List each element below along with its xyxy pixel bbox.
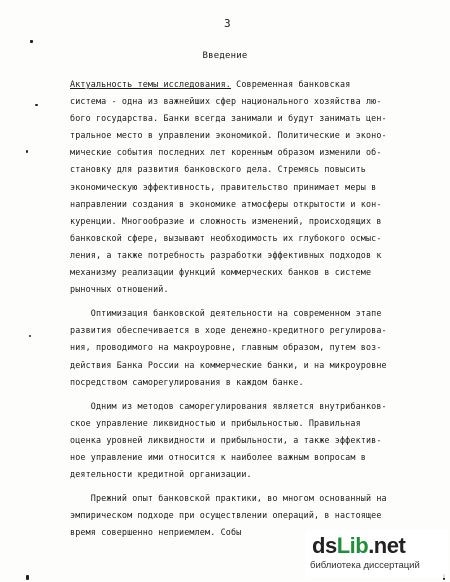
text-line: механизму реализации функций коммерческих банков в системе [70,267,372,278]
paragraph [70,398,430,483]
text-line: ное управление ими относится к наиболее важным вопросам в [70,451,366,462]
text-line: оценка уровней ликвидности и прибыльности, а также эффектив- [70,434,382,445]
text-line: ния, проводимого на макроуровне, главным образом, путем воз- [70,342,382,353]
watermark-tagline: библиотека диссертаций [310,560,420,571]
text-line: Прежний опыт банковской практики, во многом основанный на [70,493,387,504]
text-line: действия Банка России на коммерческие банки, и на микроуровне [70,359,387,370]
watermark [306,530,448,578]
text-line: становку для развития банковского дела. Стремясь повысить [70,164,366,175]
paragraph [70,305,430,390]
paragraph [70,76,430,298]
text-line: рыночных отношений. [70,284,169,295]
scan-artifact [30,40,33,43]
text-line: Одним из методов саморегулирования является внутрибанков- [70,400,387,411]
text-line: система - одна из важнейших сфер национального хозяйства лю- [70,96,382,107]
text-line: развития обеспечивается в ходе денежно-кредитного регулирова- [70,325,387,336]
text-line: направлении создания в экономике атмосферы открытости и кон- [70,198,382,209]
text-line: тральное место в управлении экономикой. Политические и эконо- [70,130,387,141]
page-title: Введение [202,51,248,61]
text-line: куренции. Многообразие и сложность изменений, происходящих в [70,215,382,226]
text-line: ления, а также потребность разработки эффективных подходов к [70,249,382,260]
text-line: мические события последних лет коренным образом изменили об- [70,147,382,158]
lead-phrase: Актуальность темы исследования. [70,79,231,89]
scan-artifact [26,150,28,153]
body-text [70,76,430,541]
text-line: эмпирическом подходе при осуществлении операций, в настоящее [70,510,382,521]
text-line: деятельности кредитной организации. [70,469,252,480]
scan-artifact [29,335,31,337]
text-line: бого государства. Банки всегда занимали и будут занимать цен- [70,113,387,124]
text-line: экономическую эффективность, правительство принимает меры в [70,181,377,192]
scan-artifact [26,575,29,580]
page-number: 3 [224,17,231,30]
text-line: Оптимизация банковской деятельности на современном этапе [70,308,382,319]
text-line: ское управление ликвидностью и прибыльностью. Правильная [70,417,361,428]
scan-artifact [35,104,38,106]
text-line: банковской сфере, вызывают необходимость их глубокого осмыс- [70,232,382,243]
text-line: время совершенно неприемлем. Собы [70,527,242,538]
text-line: Актуальность темы исследования. Современная банковская [70,79,351,89]
text-line: посредством саморегулирования в каждом банке. [70,376,304,387]
watermark-logo: dsLib.net [312,533,406,558]
